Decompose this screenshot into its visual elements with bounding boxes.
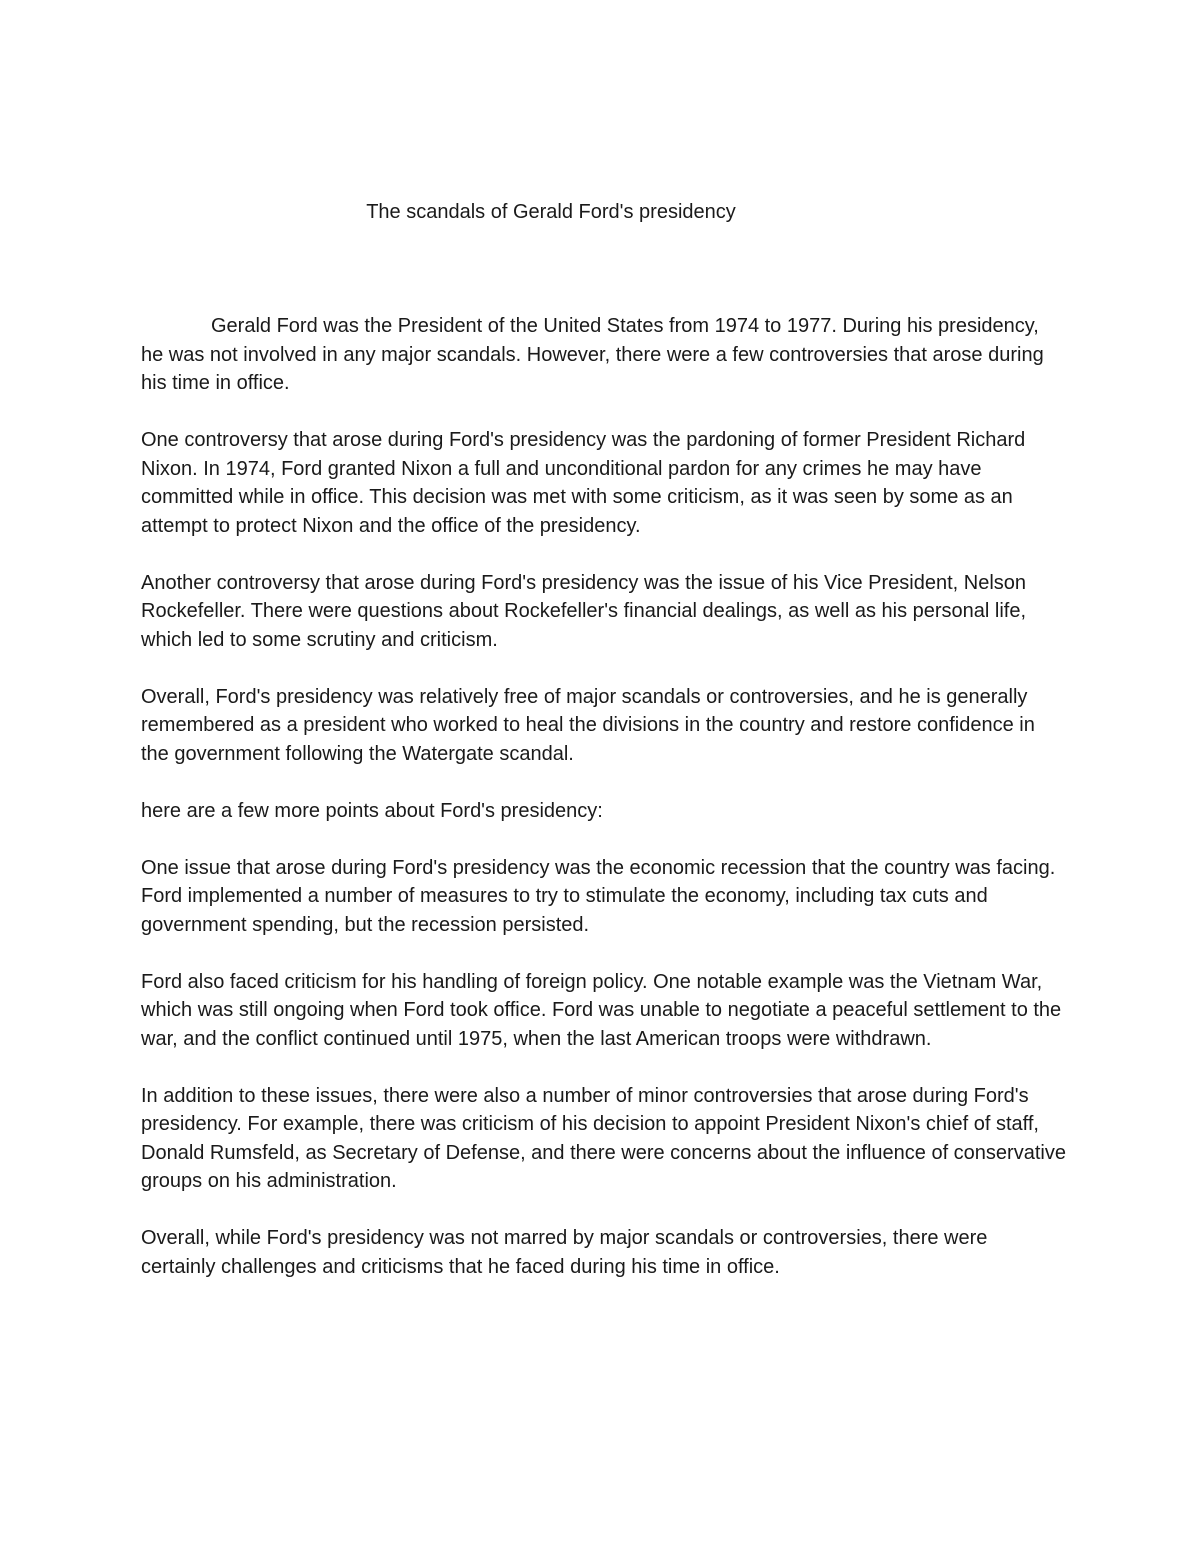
document-body xyxy=(141,312,1066,1310)
paragraph-rockefeller: Another controversy that arose during Ford's presidency was the issue of his Vice President, Nelson Rockefeller. There were questions about Rockefeller's financial dealings, as well as his personal life, which led to some scrutiny and criticism. xyxy=(141,571,1027,651)
paragraph-nixon-pardon: One controversy that arose during Ford's presidency was the pardoning of former President Richard Nixon. In 1974, Ford granted Nixon a full and unconditional pardon for any crimes he may have committed while in office. This decision was met with some criticism, as it was seen by some as an attempt to protect Nixon and the office of the presidency. xyxy=(141,429,1026,537)
paragraph-intro: Gerald Ford was the President of the United States from 1974 to 1977. During his presidency, he was not involved in any major scandals. However, there were a few controversies that arose during his time in office. xyxy=(141,315,1044,394)
paragraph-more-points: here are a few more points about Ford's presidency: xyxy=(141,799,603,822)
paragraph-minor-controversies: In addition to these issues, there were also a number of minor controversies that arose during Ford's presidency. For example, there was criticism of his decision to appoint President Nixon's chief of staff, Donald Rumsfeld, as Secretary of Defense, and there were concerns about the influence of conservative groups on his administration. xyxy=(141,1084,1066,1192)
paragraph-overall-first: Overall, Ford's presidency was relatively free of major scandals or controversies, and he is generally remembered as a president who worked to heal the divisions in the country and restore confidence in the government following the Watergate scandal. xyxy=(141,685,1035,765)
paragraph-recession: One issue that arose during Ford's presidency was the economic recession that the country was facing. Ford implemented a number of measures to try to stimulate the economy, including tax cuts and government spending, but the recession persisted. xyxy=(141,856,1056,936)
paragraph-overall-conclusion: Overall, while Ford's presidency was not marred by major scandals or controversies, there were certainly challenges and criticisms that he faced during his time in office. xyxy=(141,1227,988,1278)
paragraph-foreign-policy: Ford also faced criticism for his handling of foreign policy. One notable example was the Vietnam War, which was still ongoing when Ford took office. Ford was unable to negotiate a peaceful settlement to the war, and the conflict continued until 1975, when the last American troops were withdrawn. xyxy=(141,970,1062,1050)
document-title: The scandals of Gerald Ford's presidency xyxy=(366,201,736,223)
